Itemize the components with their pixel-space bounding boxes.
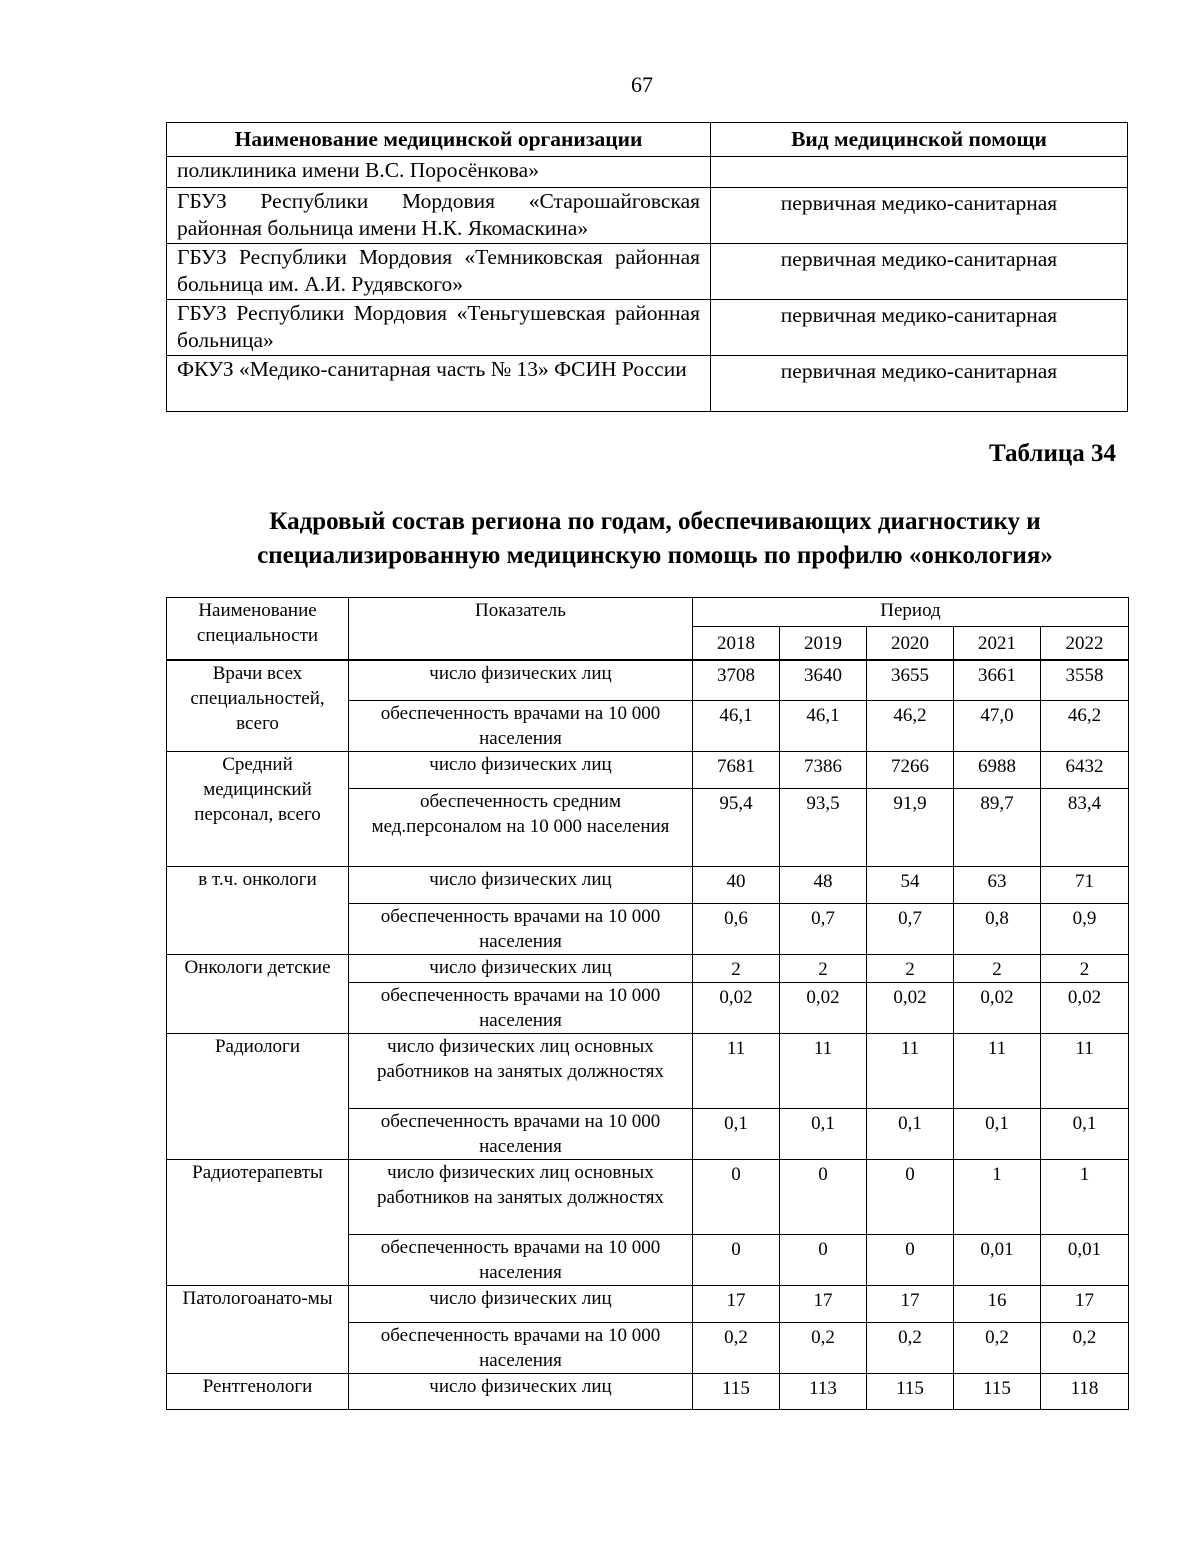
specialty-name: Врачи всех специальностей, всего <box>167 660 349 751</box>
column-header-specialty: Наименование специальности <box>167 598 349 661</box>
table-row <box>167 660 1129 700</box>
value-cell: 6988 <box>954 751 1041 788</box>
value-cell: 6432 <box>1041 751 1129 788</box>
indicator-name: обеспеченность врачами на 10 000 населения <box>349 982 693 1033</box>
indicator-name: обеспеченность врачами на 10 000 населения <box>349 700 693 751</box>
value-cell: 95,4 <box>693 788 780 866</box>
value-cell: 0,1 <box>693 1108 780 1159</box>
value-cell: 54 <box>867 866 954 903</box>
value-cell: 0,2 <box>867 1322 954 1373</box>
value-cell: 0,7 <box>780 903 867 954</box>
specialty-name: Патологоанато-мы <box>167 1285 349 1373</box>
indicator-name: число физических лиц основных работников на занятых должностях <box>349 1159 693 1234</box>
value-cell: 0 <box>867 1234 954 1285</box>
value-cell: 11 <box>780 1033 867 1108</box>
value-cell: 7266 <box>867 751 954 788</box>
value-cell: 11 <box>693 1033 780 1108</box>
value-cell: 0,2 <box>780 1322 867 1373</box>
value-cell: 17 <box>693 1285 780 1322</box>
column-header-year: 2021 <box>954 627 1041 661</box>
value-cell: 2 <box>780 954 867 982</box>
table-row <box>167 188 1128 244</box>
value-cell: 3661 <box>954 660 1041 700</box>
indicator-name: обеспеченность врачами на 10 000 населения <box>349 1108 693 1159</box>
value-cell: 17 <box>780 1285 867 1322</box>
column-header-care-type: Вид медицинской помощи <box>711 123 1128 157</box>
organization-name: ФКУЗ «Медико-санитарная часть № 13» ФСИН России <box>167 356 711 412</box>
value-cell: 0,01 <box>954 1234 1041 1285</box>
indicator-name: обеспеченность врачами на 10 000 населения <box>349 903 693 954</box>
value-cell: 2 <box>1041 954 1129 982</box>
page-number: 67 <box>631 72 653 97</box>
column-header-year: 2019 <box>780 627 867 661</box>
value-cell: 1 <box>1041 1159 1129 1234</box>
value-cell: 46,1 <box>693 700 780 751</box>
specialty-name: в т.ч. онкологи <box>167 866 349 954</box>
organization-name: поликлиника имени В.С. Поросёнкова» <box>167 157 711 188</box>
table-row <box>167 244 1128 300</box>
indicator-name: число физических лиц <box>349 1373 693 1409</box>
value-cell: 0 <box>693 1159 780 1234</box>
specialty-name: Радиологи <box>167 1033 349 1159</box>
value-cell: 63 <box>954 866 1041 903</box>
value-cell: 118 <box>1041 1373 1129 1409</box>
value-cell: 0 <box>867 1159 954 1234</box>
table-row <box>167 300 1128 356</box>
organizations-table-header <box>167 123 1128 157</box>
value-cell: 0,9 <box>1041 903 1129 954</box>
specialty-name: Рентгенологи <box>167 1373 349 1409</box>
value-cell: 0,02 <box>780 982 867 1033</box>
value-cell: 0,1 <box>1041 1108 1129 1159</box>
value-cell: 11 <box>954 1033 1041 1108</box>
value-cell: 0,7 <box>867 903 954 954</box>
indicator-name: обеспеченность средним мед.персоналом на 10 000 населения <box>349 788 693 866</box>
table-row <box>167 1285 1129 1322</box>
table-row <box>167 866 1129 903</box>
indicator-name: число физических лиц <box>349 1285 693 1322</box>
organizations-table <box>166 122 1128 412</box>
value-cell: 17 <box>1041 1285 1129 1322</box>
value-cell: 83,4 <box>1041 788 1129 866</box>
indicator-name: число физических лиц <box>349 660 693 700</box>
value-cell: 0,1 <box>954 1108 1041 1159</box>
value-cell: 0 <box>780 1159 867 1234</box>
specialty-name: Средний медицинский персонал, всего <box>167 751 349 866</box>
value-cell: 91,9 <box>867 788 954 866</box>
value-cell: 11 <box>867 1033 954 1108</box>
value-cell: 0,02 <box>1041 982 1129 1033</box>
column-header-period: Период <box>693 598 1129 627</box>
value-cell: 0,8 <box>954 903 1041 954</box>
care-type: первичная медико-санитарная <box>711 244 1128 300</box>
column-header-organization: Наименование медицинской организации <box>167 123 711 157</box>
value-cell: 115 <box>693 1373 780 1409</box>
table-row <box>167 751 1129 788</box>
care-type: первичная медико-санитарная <box>711 356 1128 412</box>
organization-name: ГБУЗ Республики Мордовия «Темниковская районная больница им. А.И. Рудявского» <box>167 244 711 300</box>
value-cell: 0 <box>693 1234 780 1285</box>
table-row <box>167 954 1129 982</box>
value-cell: 0,02 <box>954 982 1041 1033</box>
table-label: Таблица 34 <box>988 440 1116 467</box>
column-header-indicator: Показатель <box>349 598 693 661</box>
column-header-year: 2022 <box>1041 627 1129 661</box>
indicator-name: обеспеченность врачами на 10 000 населения <box>349 1234 693 1285</box>
care-type: первичная медико-санитарная <box>711 300 1128 356</box>
value-cell: 40 <box>693 866 780 903</box>
value-cell: 17 <box>867 1285 954 1322</box>
value-cell: 46,2 <box>867 700 954 751</box>
table-caption: Кадровый состав региона по годам, обеспечивающих диагностику и специализированную медицинскую помощь по профилю «онкология» <box>257 508 1053 569</box>
value-cell: 46,1 <box>780 700 867 751</box>
table-row <box>167 1033 1129 1108</box>
indicator-name: число физических лиц <box>349 751 693 788</box>
specialty-name: Онкологи детские <box>167 954 349 1033</box>
value-cell: 0,2 <box>693 1322 780 1373</box>
value-cell: 0,02 <box>693 982 780 1033</box>
staffing-table-header <box>167 598 1129 627</box>
care-type <box>711 157 1128 188</box>
value-cell: 0,02 <box>867 982 954 1033</box>
value-cell: 0,2 <box>1041 1322 1129 1373</box>
indicator-name: число физических лиц основных работников на занятых должностях <box>349 1033 693 1108</box>
value-cell: 16 <box>954 1285 1041 1322</box>
value-cell: 0,01 <box>1041 1234 1129 1285</box>
value-cell: 113 <box>780 1373 867 1409</box>
value-cell: 2 <box>693 954 780 982</box>
value-cell: 0,6 <box>693 903 780 954</box>
value-cell: 1 <box>954 1159 1041 1234</box>
value-cell: 0,2 <box>954 1322 1041 1373</box>
column-header-year: 2018 <box>693 627 780 661</box>
staffing-table-body <box>167 660 1129 1409</box>
column-header-year: 2020 <box>867 627 954 661</box>
value-cell: 115 <box>867 1373 954 1409</box>
value-cell: 46,2 <box>1041 700 1129 751</box>
table-row <box>167 157 1128 188</box>
value-cell: 3640 <box>780 660 867 700</box>
table-row <box>167 356 1128 412</box>
table-row <box>167 1373 1129 1409</box>
value-cell: 0,1 <box>780 1108 867 1159</box>
value-cell: 48 <box>780 866 867 903</box>
value-cell: 3655 <box>867 660 954 700</box>
value-cell: 7681 <box>693 751 780 788</box>
table-row <box>167 1159 1129 1234</box>
indicator-name: обеспеченность врачами на 10 000 населения <box>349 1322 693 1373</box>
value-cell: 115 <box>954 1373 1041 1409</box>
value-cell: 71 <box>1041 866 1129 903</box>
value-cell: 0,1 <box>867 1108 954 1159</box>
indicator-name: число физических лиц <box>349 954 693 982</box>
value-cell: 93,5 <box>780 788 867 866</box>
value-cell: 11 <box>1041 1033 1129 1108</box>
value-cell: 7386 <box>780 751 867 788</box>
value-cell: 2 <box>867 954 954 982</box>
organization-name: ГБУЗ Республики Мордовия «Теньгушевская районная больница» <box>167 300 711 356</box>
indicator-name: число физических лиц <box>349 866 693 903</box>
staffing-table <box>166 597 1129 1410</box>
value-cell: 2 <box>954 954 1041 982</box>
specialty-name: Радиотерапевты <box>167 1159 349 1285</box>
value-cell: 3558 <box>1041 660 1129 700</box>
care-type: первичная медико-санитарная <box>711 188 1128 244</box>
value-cell: 3708 <box>693 660 780 700</box>
organization-name: ГБУЗ Республики Мордовия «Старошайговская районная больница имени Н.К. Якомаскина» <box>167 188 711 244</box>
value-cell: 89,7 <box>954 788 1041 866</box>
value-cell: 0 <box>780 1234 867 1285</box>
value-cell: 47,0 <box>954 700 1041 751</box>
